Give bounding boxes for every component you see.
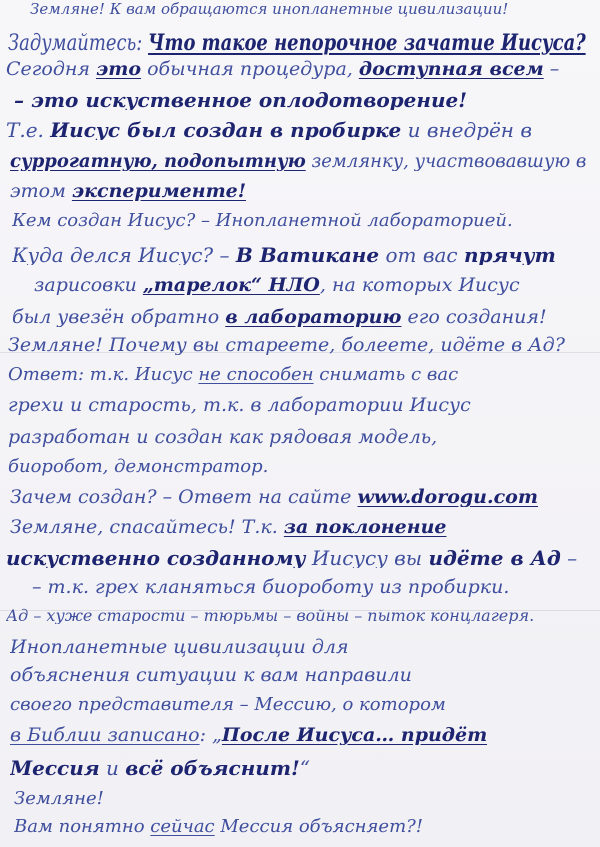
text-segment: – это искуственное оплодотворение! [14,90,468,110]
text-segment: за поклонение [283,518,447,537]
text-segment: В Ватикане [235,245,380,265]
text-segment: зарисовки [34,276,143,295]
text-segment: Земляне! [14,790,104,808]
text-segment: идёте в Ад [428,548,561,568]
text-segment: своего представителя – Мессию, о котором [10,696,446,714]
text-segment: обычная процедура, [141,60,359,79]
text-segment: Ответ: т.к. Иисус [8,366,199,384]
text-segment: – [560,548,578,568]
text-segment: от вас [379,245,464,265]
text-line [10,726,487,745]
text-segment: , на которых Иисус [319,276,520,295]
text-segment: Т.е. [6,120,51,140]
text-segment: грехи и старость, т.к. в лаборатории Иисус [8,396,471,415]
text-line [10,488,538,507]
text-line [10,518,447,537]
text-segment: сейчас [150,818,215,836]
text-segment: это [96,60,142,79]
text-line [10,666,412,685]
text-segment: „тарелок“ НЛО [142,276,320,295]
text-segment: Вам понятно [14,818,151,836]
text-line [14,818,423,836]
text-segment: в лабораторию [225,308,402,327]
text-segment: Инопланетные цивилизации для [10,638,349,657]
text-line [8,396,471,415]
text-segment: Сегодня [6,60,96,79]
text-segment: Кем создан Иисус? – Инопланетной лабораторией. [12,212,513,230]
text-segment: прячут [463,245,556,265]
text-segment: www.dorogu.com [357,488,538,507]
text-segment: Земляне! Почему вы стареете, болеете, идёте в Ад? [8,336,565,355]
text-segment: Мессия [10,758,100,778]
text-line [10,152,586,171]
text-segment: и внедрён в [401,120,532,140]
text-line [10,696,446,714]
text-segment: разработан и создан как рядовая модель, [8,428,438,447]
text-segment: Ад – хуже старости – тюрьмы – войны – пыток концлагеря. [6,608,535,624]
text-line [8,428,437,447]
text-segment: Мессия объясняет?! [214,818,424,836]
text-segment: объяснения ситуации к вам направили [10,666,412,685]
text-segment: суррогатную, подопытную [10,152,306,171]
text-line [6,120,532,140]
text-line [12,308,547,327]
text-line [6,608,534,624]
text-segment: его создания! [401,308,547,327]
text-segment: снимать с вас [313,366,459,384]
text-line [8,32,586,55]
text-segment: в Библии записано [10,726,200,745]
text-line [8,458,268,476]
text-segment: биоробот, демонстратор. [8,458,269,476]
text-line [30,2,508,17]
text-line [8,366,458,384]
text-segment: Иисусу вы [305,548,429,568]
text-segment: доступная всем [358,60,544,79]
text-segment: Куда делся Иисус? – [12,245,236,265]
text-segment: этом [10,182,72,201]
text-segment: – [543,60,560,79]
text-segment: был увезён обратно [12,308,226,327]
text-line [10,638,349,657]
text-segment: Задумайтесь: [8,32,149,55]
text-segment: искуственно созданному [6,548,306,568]
text-segment: землянку, участвовавшую в [305,152,587,171]
text-line [14,90,467,110]
text-segment: всё объяснит! [125,758,300,778]
text-segment: – т.к. грех кланяться биороботу из пробирки. [32,578,510,597]
text-line [34,276,520,295]
text-segment: “ [299,758,311,778]
text-line [12,212,513,230]
text-line [8,336,565,355]
text-line [12,245,556,265]
text-line [6,548,577,568]
text-segment: не способен [198,366,314,384]
text-line [32,578,509,597]
text-segment: Что такое непорочное зачатие Иисуса? [148,32,586,55]
text-line [10,182,246,201]
text-segment: эксперименте! [71,182,247,201]
text-segment: После Иисуса… придёт [221,726,488,745]
text-line [6,60,559,79]
text-line [14,790,104,808]
text-segment: Земляне! К вам обращаются инопланетные цивилизации! [30,2,509,17]
text-segment: Земляне, спасайтесь! Т.к. [10,518,284,537]
text-line [10,758,310,778]
text-segment: и [99,758,126,778]
text-segment: : „ [199,726,222,745]
text-segment: Зачем создан? – Ответ на сайте [10,488,358,507]
text-segment: Иисус был создан в пробирке [50,120,402,140]
